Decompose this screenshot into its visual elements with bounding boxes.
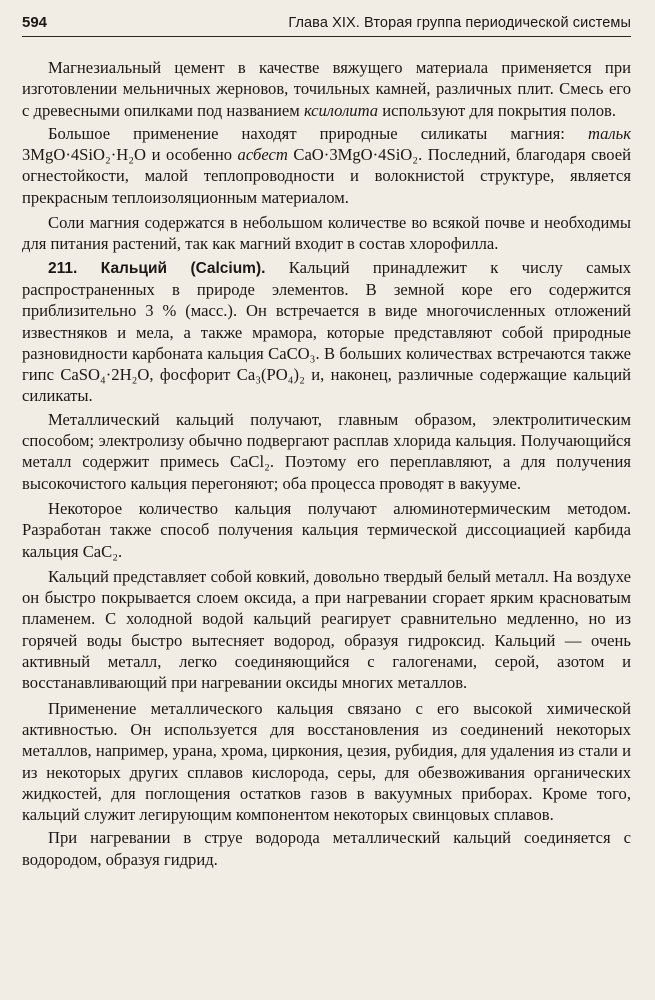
paragraph-magnesia-cement xyxy=(22,57,631,121)
paragraph-calcium-production: Металлический кальций получают, главным образом, электролитическим способом; электролизу обычно подвергают расплав хлорида кальция. Получающийся металл содержит примесь CaCl₂. Поэтому его переплавляют, а для получения высокочистого кальция перегоняют; оба процесса проводят в вакууме. xyxy=(22,409,631,493)
chapter-title: Глава XIX. Вторая группа периодической системы xyxy=(288,15,631,31)
paragraph-text: CaO·3MgO·4SiO₂. Последний, благодаря своей огнестойкости, малой теплопроводности и волокнистой структуре, является прекрасным теплоизоляционным материалом. xyxy=(22,145,631,207)
body-text xyxy=(22,57,631,870)
paragraph-magnesium-silicates xyxy=(22,123,631,208)
term-talc: тальк xyxy=(587,123,631,143)
paragraph-text: Магнезиальный цемент в качестве вяжущего материала применяется при изготовлении мельничных жерновов, точильных камней, различных плит. Смесь его с древесными опилками под названием xyxy=(22,58,631,120)
term-asbestos: асбест xyxy=(237,145,288,165)
paragraph-magnesium-salts: Соли магния содержатся в небольшом количестве во всякой почве и необходимы для питания растений, так как магний входит в состав хлорофилла. xyxy=(22,213,631,254)
paragraph-calcium-intro xyxy=(22,257,631,407)
paragraph-calcium-applications: Применение металлического кальция связано с его высокой химической активностью. Он используется для восстановления из соединений некоторых металлов, например, урана, хрома, циркония, цезия, рубидия, для удаления из стали и из некоторых других сплавов кислорода, серы, для обезвоживания органических жидкостей, для поглощения остатков газов в вакуумных приборах. Кроме того, кальций служит легирующим компонентом некоторых свинцовых сплавов. xyxy=(22,698,631,825)
section-heading-211: 211. Кальций (Calcium). xyxy=(48,259,266,277)
paragraph-text: Кальций принадлежит к числу самых распространенных в природе элементов. В земной коре его содержится приблизительно 3 % (масс.). Он встречается в виде многочисленных отложений известняков и мела, а также мрамора, которые представляют собой природные разновидности карбоната кальция CaCO₃. В больших количествах встречаются также гипс CaSO₄·2H₂O, фосфорит Ca₃(PO₄)₂ и, наконец, различные содержащие кальций силикаты. xyxy=(22,257,631,406)
paragraph-calcium-properties: Кальций представляет собой ковкий, довольно твердый белый металл. На воздухе он быстро покрывается слоем оксида, а при нагревании сгорает ярким красноватым пламенем. С холодной водой кальций реагирует сравнительно медленно, но из горячей воды быстро вытесняет водород, образуя гидроксид. Кальций — очень активный металл, легко соединяющийся с галогенами, серой, азотом и восстанавливающий при нагревании оксиды многих металлов. xyxy=(22,566,631,693)
page-number: 594 xyxy=(22,14,48,31)
paragraph-text: используют для покрытия полов. xyxy=(378,100,616,120)
paragraph-text: 3MgO·4SiO₂·H₂O и особенно xyxy=(22,145,238,165)
term-xylolite: ксилолита xyxy=(303,100,379,120)
paragraph-aluminothermic: Некоторое количество кальция получают алюминотермическим методом. Разработан также способ получения кальция термической диссоциацией карбида кальция CaC₂. xyxy=(22,498,631,561)
paragraph-text: Большое применение находят природные силикаты магния: xyxy=(48,123,588,143)
paragraph-calcium-hydride: При нагревании в струе водорода металлический кальций соединяется с водородом, образуя гидрид. xyxy=(22,828,631,869)
running-head xyxy=(22,14,631,37)
